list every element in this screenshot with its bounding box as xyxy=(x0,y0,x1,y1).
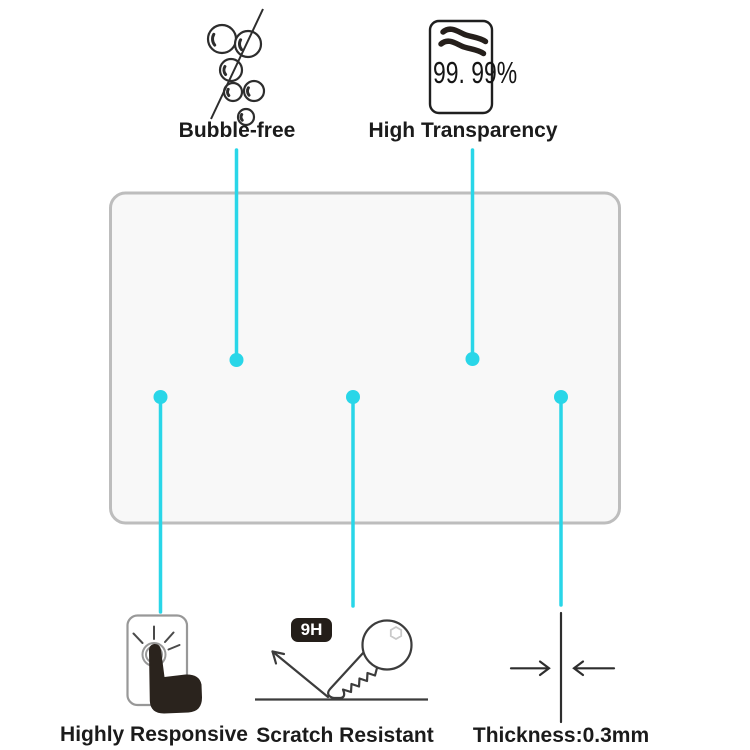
scratch-resistant-label: Scratch Resistant xyxy=(256,724,434,747)
bubble-free-label: Bubble-free xyxy=(178,119,296,142)
transparency-percentage-value: 99. 99% xyxy=(433,55,518,90)
high-transparency-label: High Transparency xyxy=(368,119,558,142)
thickness-label: Thickness:0.3mm xyxy=(472,724,650,747)
scratch-key-icon xyxy=(255,621,428,700)
highly-responsive-label: Highly Responsive xyxy=(60,723,248,746)
bounce-arrow xyxy=(273,652,329,698)
bubbles-crossed-icon xyxy=(208,9,264,125)
thickness-arrows-icon xyxy=(511,613,614,722)
touch-finger-icon xyxy=(128,616,203,714)
hardness-9h-badge: 9H xyxy=(291,618,332,642)
screen-protector-sheet xyxy=(111,193,620,523)
